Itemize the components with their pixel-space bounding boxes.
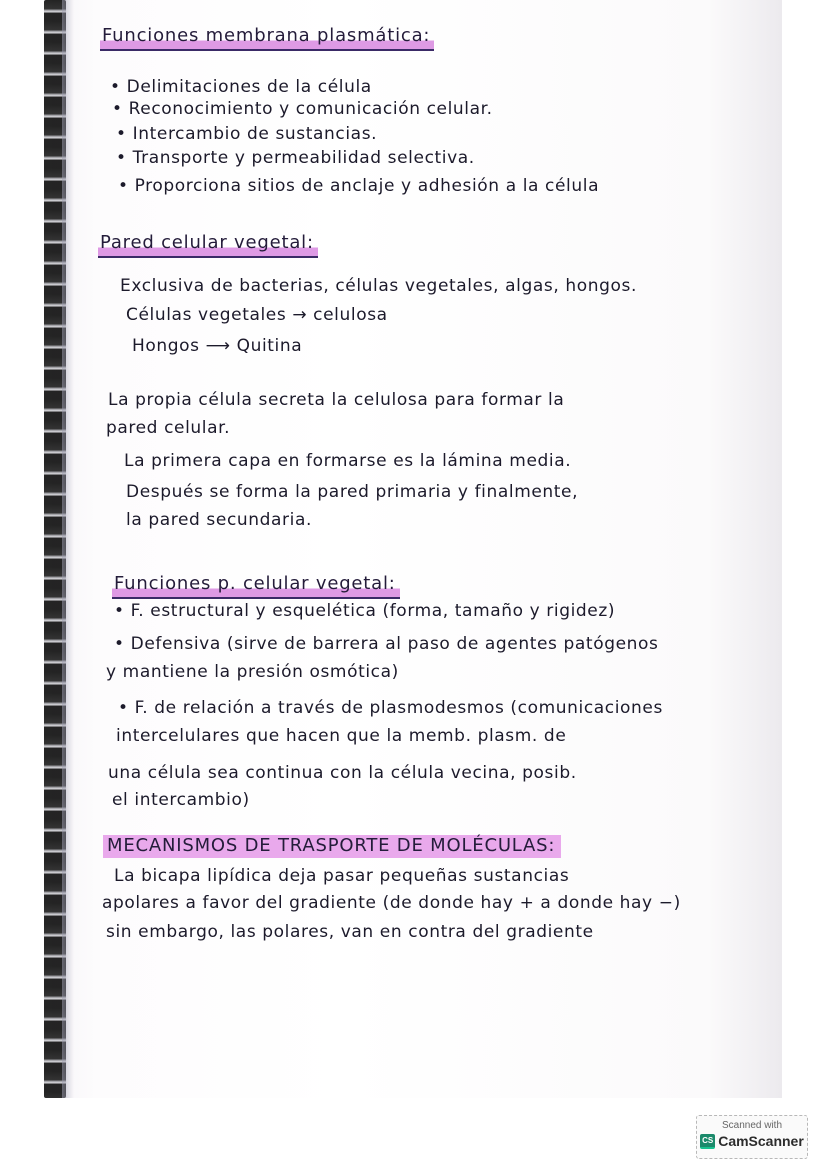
list-item: y mantiene la presión osmótica) (106, 662, 399, 682)
paragraph-line: Después se forma la pared primaria y finalmente, (126, 482, 579, 502)
camscanner-watermark (696, 1115, 808, 1159)
paragraph-line: La primera capa en formarse es la lámina media. (124, 451, 572, 471)
paragraph-line: pared celular. (106, 418, 231, 438)
paragraph-line: la pared secundaria. (126, 510, 312, 530)
heading-funciones-membrana (100, 25, 434, 51)
list-item: • Intercambio de sustancias. (116, 124, 378, 144)
list-item: • F. estructural y esquelética (forma, tamaño y rigidez) (114, 601, 616, 621)
heading-funciones-pared (112, 573, 400, 599)
camscanner-logo-icon: CS (700, 1134, 715, 1149)
list-item: • F. de relación a través de plasmodesmos (comunicaciones (118, 698, 663, 718)
heading-pared-celular (98, 232, 318, 258)
paragraph-line: La propia célula secreta la celulosa para formar la (108, 390, 565, 410)
watermark-name: CamScanner (718, 1133, 804, 1149)
text-line: La bicapa lipídica deja pasar pequeñas sustancias (114, 866, 570, 886)
list-item: • Reconocimiento y comunicación celular. (112, 99, 493, 119)
list-item: • Proporciona sitios de anclaje y adhesión a la célula (118, 176, 600, 196)
list-item: • Delimitaciones de la célula (110, 77, 372, 97)
text-line: Exclusiva de bacterias, células vegetales, algas, hongos. (120, 276, 637, 296)
list-item: • Defensiva (sirve de barrera al paso de agentes patógenos (114, 634, 659, 654)
heading-text: MECANISMOS DE TRASPORTE DE MOLÉCULAS: (103, 835, 561, 858)
heading-mecanismos-transporte (103, 835, 561, 858)
watermark-caption: Scanned with (721, 1120, 783, 1131)
list-item: el intercambio) (112, 790, 250, 810)
heading-text: Funciones p. celular vegetal: (112, 573, 400, 599)
text-line: sin embargo, las polares, van en contra del gradiente (106, 922, 594, 942)
list-item: • Transporte y permeabilidad selectiva. (116, 148, 475, 168)
text-line: apolares a favor del gradiente (de donde hay + a donde hay −) (102, 893, 681, 913)
heading-text: Pared celular vegetal: (98, 232, 318, 258)
text-line: Hongos ⟶ Quitina (132, 336, 303, 356)
watermark-brand (697, 1133, 807, 1149)
list-item: una célula sea continua con la célula vecina, posib. (108, 763, 577, 783)
heading-text: Funciones membrana plasmática: (100, 25, 434, 51)
list-item: intercelulares que hacen que la memb. plasm. de (116, 726, 567, 746)
text-line: Células vegetales → celulosa (126, 305, 388, 325)
spiral-shadow (62, 0, 74, 1098)
